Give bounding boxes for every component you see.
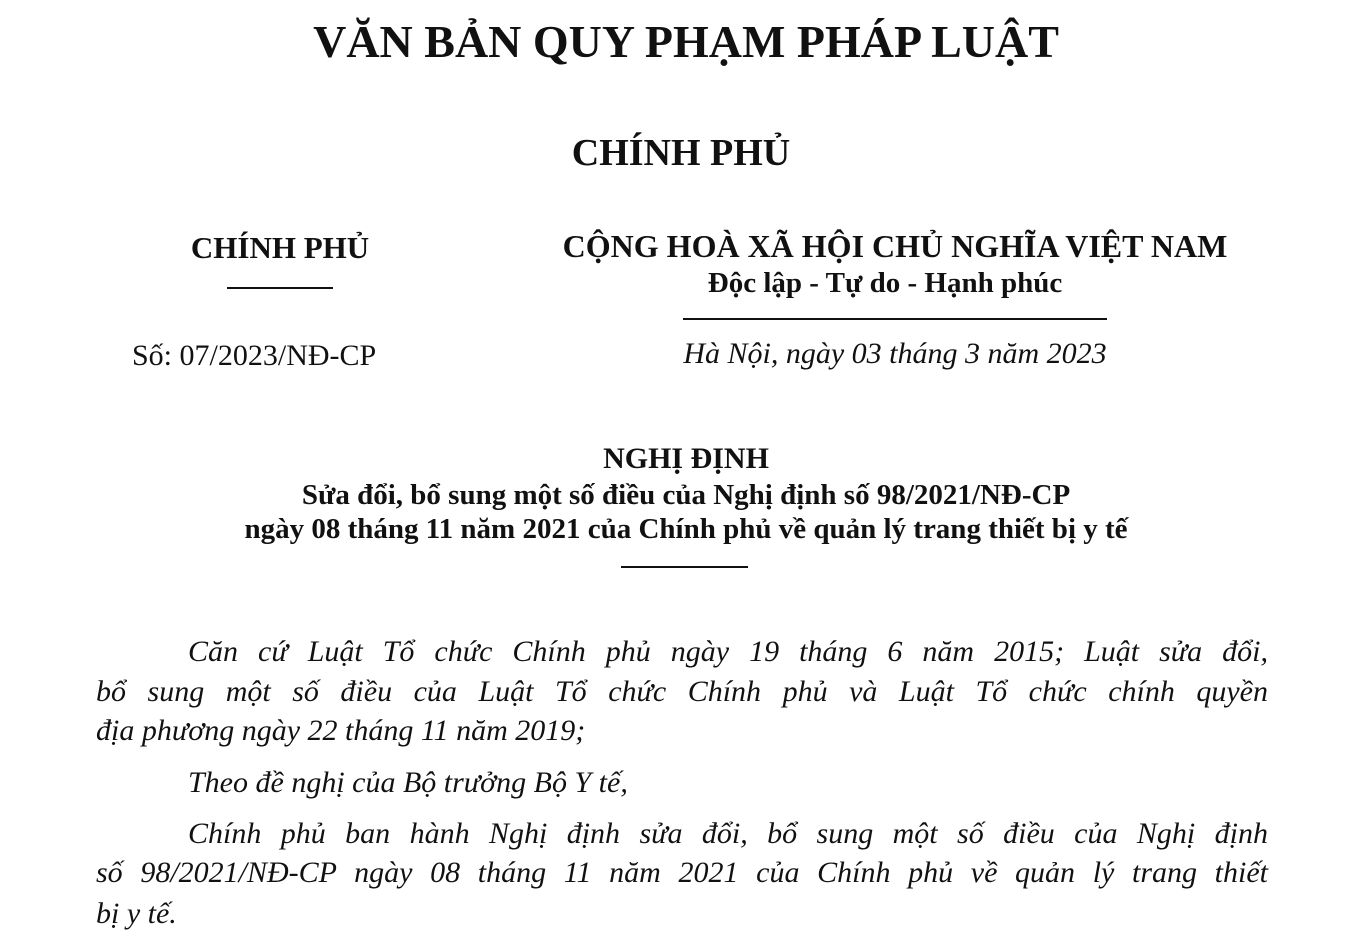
document-type: NGHỊ ĐỊNH — [603, 442, 769, 475]
document-subject-line-1: Sửa đổi, bổ sung một số điều của Nghị định số 98/2021/NĐ-CP — [301, 479, 1071, 511]
issuer-name: CHÍNH PHỦ — [190, 230, 370, 265]
preamble-para1-line1: Căn cứ Luật Tổ chức Chính phủ ngày 19 tháng 6 năm 2015; Luật sửa đổi, — [188, 635, 1268, 668]
document-category: VĂN BẢN QUY PHẠM PHÁP LUẬT — [313, 16, 1059, 67]
motto-underline — [683, 318, 1107, 320]
preamble-para2: Theo đề nghị của Bộ trưởng Bộ Y tế, — [188, 766, 628, 799]
preamble-para1-line3: địa phương ngày 22 tháng 11 năm 2019; — [96, 714, 586, 747]
preamble-para3-line3: bị y tế. — [96, 897, 177, 930]
issuer-underline — [227, 287, 333, 289]
document-number: Số: 07/2023/NĐ-CP — [132, 339, 377, 372]
national-motto: Độc lập - Tự do - Hạnh phúc — [707, 267, 1063, 299]
document-issuer-heading: CHÍNH PHỦ — [571, 132, 791, 174]
national-title: CỘNG HOÀ XÃ HỘI CHỦ NGHĨA VIỆT NAM — [562, 228, 1228, 264]
document-subject-line-2: ngày 08 tháng 11 năm 2021 của Chính phủ về quản lý trang thiết bị y tế — [244, 513, 1128, 545]
preamble-para3-line1: Chính phủ ban hành Nghị định sửa đổi, bổ sung một số điều của Nghị định — [188, 817, 1268, 850]
place-and-date: Hà Nội, ngày 03 tháng 3 năm 2023 — [683, 337, 1107, 370]
subject-underline — [621, 566, 748, 568]
preamble-para3-line2: số 98/2021/NĐ-CP ngày 08 tháng 11 năm 2021 của Chính phủ về quản lý trang thiết — [96, 856, 1268, 889]
preamble-para1-line2: bổ sung một số điều của Luật Tổ chức Chính phủ và Luật Tổ chức chính quyền — [96, 675, 1268, 708]
